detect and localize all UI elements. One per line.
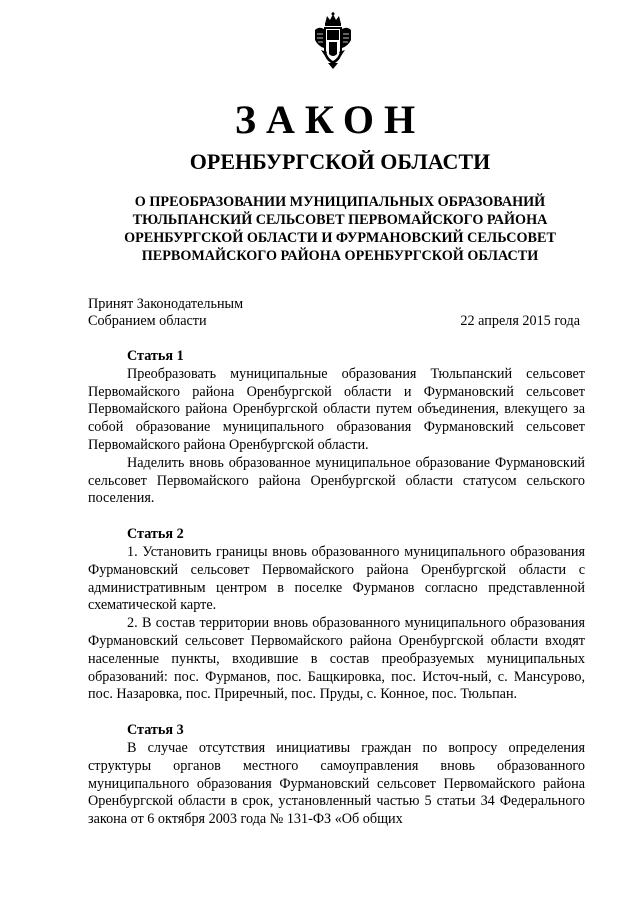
article-1-title: Статья 1: [127, 348, 184, 364]
adopted-by-line2: Собранием области: [88, 313, 207, 329]
heading-line: О ПРЕОБРАЗОВАНИИ МУНИЦИПАЛЬНЫХ ОБРАЗОВАНИЙ: [134, 194, 546, 210]
document-subtitle: ОРЕНБУРГСКОЙ ОБЛАСТИ: [189, 149, 491, 174]
article-3-paragraph-1: В случае отсутствия инициативы граждан по вопросу определения структуры органов местного самоуправления вновь образованного муниципального образования Фурмановский сельсовет Первомайского района Оренбургской области в срок, установленный частью 5 статьи 34 Федерального закона от 6 октября 2003 года № 131-ФЗ «Об общих: [88, 739, 585, 828]
adoption-date: 22 апреля 2015 года: [460, 313, 580, 329]
heading-line: ПЕРВОМАЙСКОГО РАЙОНА ОРЕНБУРГСКОЙ ОБЛАСТИ: [141, 248, 539, 264]
law-body: [88, 348, 585, 829]
heading-line: ОРЕНБУРГСКОЙ ОБЛАСТИ И ФУРМАНОВСКИЙ СЕЛЬСОВЕТ: [124, 230, 556, 246]
article-1-paragraph-1: Преобразовать муниципальные образования Тюльпанский сельсовет Первомайского района Оренбургской области и Фурмановский сельсовет Первомайского района Оренбургской области путем объединения, влекущего за собой образование муниципального образования Фурмановский сельсовет Первомайского района Оренбургской области.: [88, 365, 585, 453]
article-2-paragraph-1: 1. Установить границы вновь образованного муниципального образования Фурмановский сельсовет Первомайского района Оренбургской области с административным центром в поселке Фурманов согласно представленной схематической карте.: [88, 543, 585, 614]
document-title: ЗАКОН: [234, 97, 426, 142]
adopted-by-line1: Принят Законодательным: [88, 296, 244, 312]
adoption-info: [88, 296, 580, 330]
article-3-title: Статья 3: [127, 722, 184, 739]
heading-line: ТЮЛЬПАНСКИЙ СЕЛЬСОВЕТ ПЕРВОМАЙСКОГО РАЙОНА: [132, 212, 548, 228]
article-1-paragraph-2: Наделить вновь образованное муниципальное образование Фурмановский сельсовет Первомайского района Оренбургской области статусом сельского поселения.: [88, 454, 585, 507]
article-2-paragraph-2: 2. В состав территории вновь образованного муниципального образования Фурмановский сельсовет Первомайского района Оренбургской области входят населенные пункты, входившие в состав преобразуемых муниципальных образований: пос. Фурманов, пос. Бащкировка, пос. Источ-ный, с. Мансурово, пос. Назаровка, пос. Приречный, пос. Пруды, с. Конное, пос. Тюльпан.: [88, 615, 585, 703]
article-2-title: Статья 2: [127, 526, 184, 543]
law-heading: [100, 193, 580, 265]
coat-of-arms-icon: [313, 12, 353, 70]
